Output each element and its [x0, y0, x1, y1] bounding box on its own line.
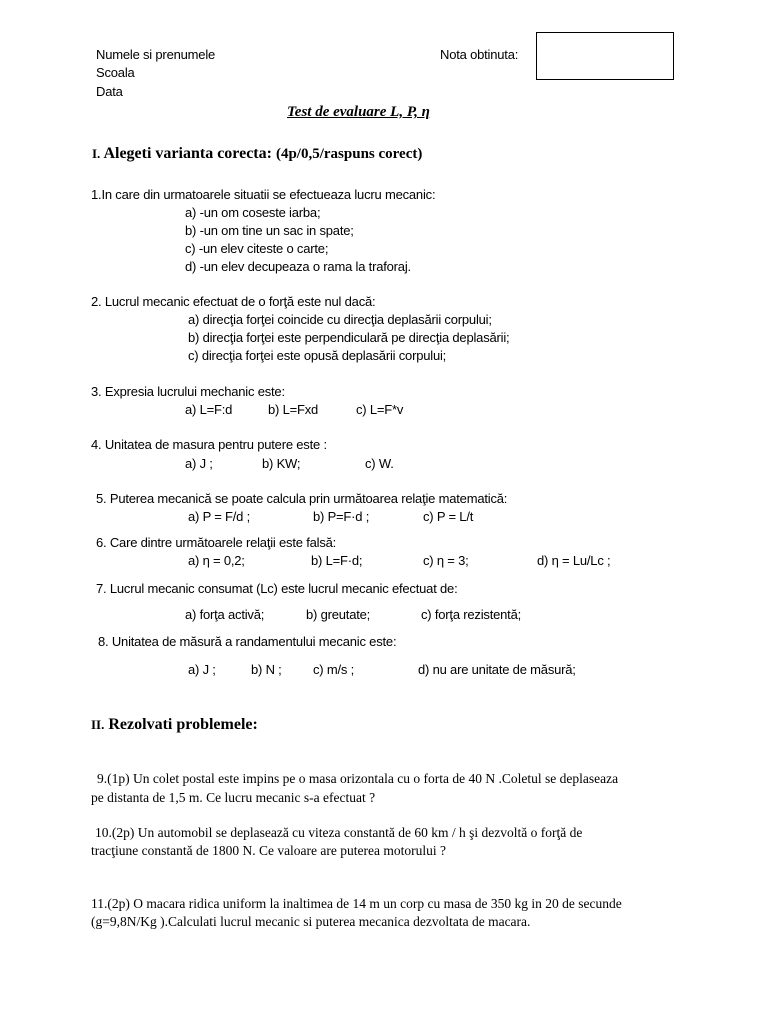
question-3: 3. Expresia lucrului mechanic este:	[91, 384, 285, 399]
school-label: Scoala	[96, 65, 135, 80]
q7-option-a: a) forţa activă;	[185, 607, 265, 622]
q1-option-d: d) -un elev decupeaza o rama la traforaj.	[185, 259, 411, 274]
q8-option-c: c) m/s ;	[313, 662, 355, 677]
grade-box	[536, 32, 674, 80]
section-2-title: Rezolvati problemele:	[108, 716, 258, 733]
section-2-number: II.	[91, 717, 105, 732]
question-2: 2. Lucrul mecanic efectuat de o forţă este nul dacă:	[91, 294, 376, 309]
problem-9-line-1: 9.(1p) Un colet postal este impins pe o masa orizontala cu o forta de 40 N .Coletul se deplaseaza	[97, 771, 619, 786]
q2-option-b: b) direcţia forţei este perpendiculară pe direcţia deplasării;	[188, 330, 510, 345]
page-title: Test de evaluare L, P, η	[287, 104, 430, 120]
q1-option-b: b) -un om tine un sac in spate;	[185, 223, 354, 238]
question-8: 8. Unitatea de măsură a randamentului mecanic este:	[98, 634, 397, 649]
question-1: 1.In care din urmatoarele situatii se efectueaza lucru mecanic:	[91, 187, 436, 202]
q4-option-b: b) KW;	[262, 456, 301, 471]
q5-option-a: a) P = F/d ;	[188, 509, 251, 524]
name-label: Numele si prenumele	[96, 47, 216, 62]
problem-11-line-1: 11.(2p) O macara ridica uniform la inaltimea de 14 m un corp cu masa de 350 kg in 20 de secunde	[91, 896, 622, 911]
q6-option-a: a) η = 0,2;	[188, 553, 245, 568]
q8-option-d: d) nu are unitate de măsură;	[418, 662, 576, 677]
q8-option-b: b) N ;	[251, 662, 282, 677]
section-1-title: Alegeti varianta corecta:	[103, 145, 272, 162]
section-2-heading	[91, 716, 258, 734]
problem-10-line-2: tracţiune constantă de 1800 N. Ce valoare are puterea motorului ?	[91, 843, 446, 858]
q1-option-c: c) -un elev citeste o carte;	[185, 241, 329, 256]
q3-option-a: a) L=F:d	[185, 402, 233, 417]
q7-option-b: b) greutate;	[306, 607, 371, 622]
problem-11-line-2: (g=9,8N/Kg ).Calculati lucrul mecanic si puterea mecanica dezvoltata de macara.	[91, 914, 531, 929]
problem-10-line-1: 10.(2p) Un automobil se deplasează cu viteza constantă de 60 km / h şi dezvoltă o forţă de	[95, 825, 583, 840]
q6-option-c: c) η = 3;	[423, 553, 469, 568]
q4-option-a: a) J ;	[185, 456, 213, 471]
date-label: Data	[96, 84, 123, 99]
grade-label: Nota obtinuta:	[440, 47, 519, 62]
q2-option-c: c) direcţia forţei este opusă deplasării corpului;	[188, 348, 447, 363]
q6-option-b: b) L=F·d;	[311, 553, 363, 568]
section-1-number: I.	[92, 146, 101, 161]
section-1-heading	[92, 145, 422, 163]
q3-option-b: b) L=Fxd	[268, 402, 319, 417]
q8-option-a: a) J ;	[188, 662, 216, 677]
q6-option-d: d) η = Lu/Lc ;	[537, 553, 611, 568]
q7-option-c: c) forţa rezistentă;	[421, 607, 522, 622]
question-5: 5. Puterea mecanică se poate calcula prin următoarea relaţie matematică:	[96, 491, 508, 506]
problem-9-line-2: pe distanta de 1,5 m. Ce lucru mecanic s-a efectuat ?	[91, 790, 376, 805]
q2-option-a: a) direcţia forţei coincide cu direcţia deplasării corpului;	[188, 312, 492, 327]
q3-option-c: c) L=F*v	[356, 402, 404, 417]
q4-option-c: c) W.	[365, 456, 394, 471]
question-4: 4. Unitatea de masura pentru putere este :	[91, 437, 327, 452]
question-7: 7. Lucrul mecanic consumat (Lc) este lucrul mecanic efectuat de:	[96, 581, 458, 596]
q5-option-b: b) P=F·d ;	[313, 509, 370, 524]
q5-option-c: c) P = L/t	[423, 509, 474, 524]
q1-option-a: a) -un om coseste iarba;	[185, 205, 321, 220]
section-1-points: (4p/0,5/raspuns corect)	[275, 146, 423, 162]
question-6: 6. Care dintre următoarele relaţii este falsă:	[96, 535, 337, 550]
